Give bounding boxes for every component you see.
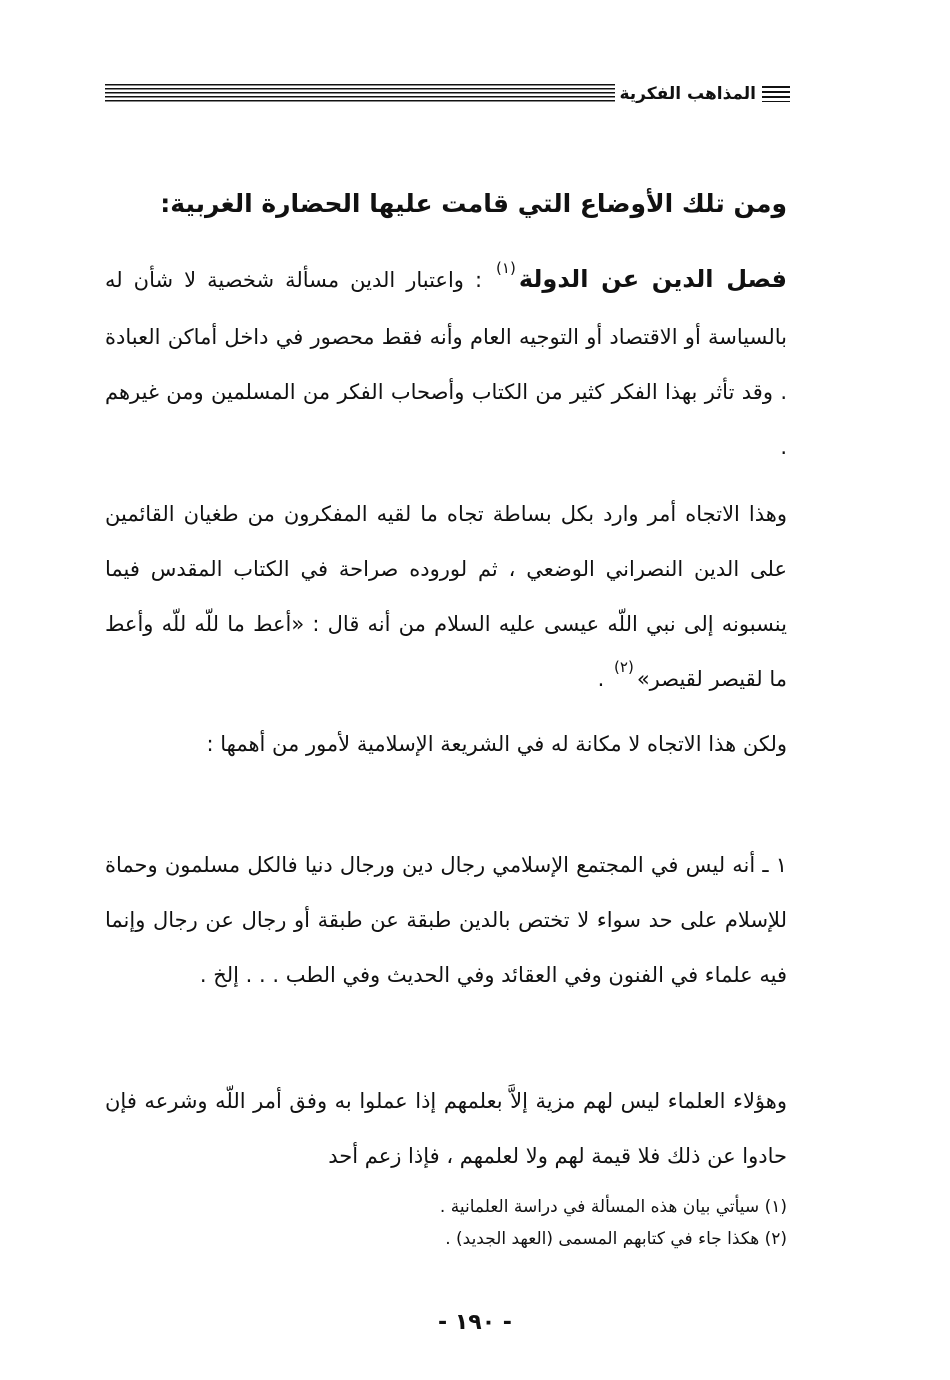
paragraph-direction xyxy=(105,487,787,709)
footnote-2: (٢) هكذا جاء في كتابهم المسمى (العهد الجديد) . xyxy=(445,1229,787,1249)
footnotes xyxy=(350,1191,787,1255)
paragraph-text: وهذا الاتجاه أمر وارد بكل بساطة تجاه ما لقيه المفكرون من طغيان القائمين على الدين النصراني الوضعي ، ثم لوروده صراحة في الكتاب المقدس فيما ينسبونه إلى نبي اللّه عيسى عليه السلام من أنه قال : «أعط ما للّه للّه وأعط ما لقيصر لقيصر» xyxy=(105,502,787,691)
paragraph-text: : واعتبار الدين مسألة شخصية لا شأن له بالسياسة أو الاقتصاد أو التوجيه العام وأنه فقط محصور في داخل أماكن العبادة . وقد تأثر بهذا الفكر كثير من الكتاب وأصحاب الفكر من المسلمين ومن غيرهم . xyxy=(105,268,787,459)
footnote-ref-2: (٢) xyxy=(614,658,634,676)
section-heading: ومن تلك الأوضاع التي قامت عليها الحضارة الغربية: xyxy=(160,189,787,218)
paragraph-end: . xyxy=(597,667,605,691)
page-number: - ١٩٠ - xyxy=(438,1310,512,1335)
footnote-1: (١) سيأتي بيان هذه المسألة في دراسة العلمانية . xyxy=(439,1197,787,1217)
paragraph-separation-of-religion xyxy=(105,252,787,475)
header-title: المذاهب الفكرية xyxy=(619,84,756,104)
paragraph-scholars: وهؤلاء العلماء ليس لهم مزية إلاَّ بعلمهم إذا عملوا به وفق أمر اللّه وشرعه فإن حادوا عن ذلك فلا قيمة لهم ولا لعلمهم ، فإذا زعم أحد xyxy=(105,1089,787,1168)
header-ornament xyxy=(762,86,790,102)
paragraph-point-1: ١ ـ أنه ليس في المجتمع الإسلامي رجال دين ورجال دنيا فالكل مسلمون وحماة للإسلام على حد سواء لا تختص بالدين طبقة عن طبقة أو رجال عن رجال وإنما فيه علماء في الفنون وفي العقائد وفي الحديث وفي الطب . . . إلخ . xyxy=(105,853,787,987)
running-header xyxy=(105,80,790,110)
paragraph-lead: فصل الدين عن الدولة xyxy=(518,265,787,293)
footnote-ref-1: (١) xyxy=(496,259,516,277)
header-rule xyxy=(105,84,615,104)
paragraph-sharia: ولكن هذا الاتجاه لا مكانة له في الشريعة الإسلامية لأمور من أهمها : xyxy=(206,732,787,756)
